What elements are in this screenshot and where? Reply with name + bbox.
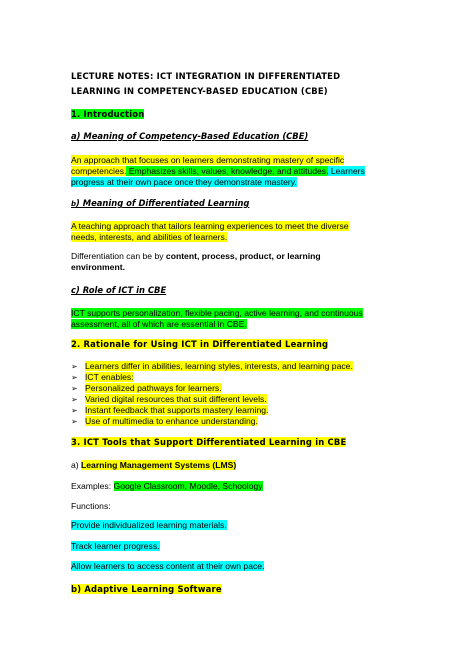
heading-adaptive-software: b) Adaptive Learning Software: [71, 584, 222, 594]
arrow-bullet-icon: ➢: [71, 362, 78, 371]
list-item: [71, 361, 353, 372]
lms-heading: [71, 460, 236, 471]
doc-title-line-1: LECTURE NOTES: ICT INTEGRATION IN DIFFERENTIATED: [71, 71, 341, 81]
list-item: [71, 394, 267, 405]
arrow-bullet-icon: ➢: [71, 395, 78, 404]
arrow-bullet-icon: ➢: [71, 373, 78, 382]
list-item-text: Personalized pathways for learners.: [85, 383, 222, 393]
differentiation-types: content, process, product, or learning: [165, 251, 321, 261]
lms-title: Learning Management Systems (LMS): [81, 460, 237, 470]
lms-prefix: a): [71, 460, 82, 470]
lms-examples: [71, 481, 263, 492]
list-item-text: Instant feedback that supports mastery learning.: [85, 405, 269, 415]
arrow-bullet-icon: ➢: [71, 406, 78, 415]
diff-definition-line-1: A teaching approach that tailors learning experiences to meet the diverse: [71, 221, 349, 231]
arrow-bullet-icon: ➢: [71, 417, 78, 426]
list-item-text: ICT enables:: [85, 372, 134, 382]
heading-ict-tools: 3. ICT Tools that Support Differentiated Learning in CBE: [71, 437, 347, 447]
function-item: Track learner progress.: [71, 541, 160, 551]
list-item-text: Use of multimedia to enhance understanding.: [85, 416, 258, 426]
cbe-definition-line-1: An approach that focuses on learners demonstrating mastery of specific: [71, 155, 345, 165]
cbe-definition-line-2b: Emphasizes skills, values, knowledge, and attitudes.: [126, 166, 329, 176]
role-ict-line-2: assessment, all of which are essential in CBE.: [71, 319, 247, 329]
list-item: [71, 372, 134, 383]
diff-definition-line-2: needs, interests, and abilities of learners.: [71, 232, 228, 242]
heading-meaning-differentiated: [71, 198, 249, 210]
list-item: [71, 383, 222, 394]
heading-letter: b: [71, 200, 77, 208]
examples-label: Examples:: [71, 481, 114, 491]
cbe-definition-line-3: progress at their own pace once they demonstrate mastery.: [71, 177, 297, 187]
list-item-text: Varied digital resources that suit different levels.: [85, 394, 267, 404]
arrow-bullet-icon: ➢: [71, 384, 78, 393]
role-ict-line-1: ICT supports personalization, flexible pacing, active learning, and continuous: [71, 308, 363, 318]
list-item-text: Learners differ in abilities, learning styles, interests, and learning pace.: [85, 361, 353, 371]
function-item: Provide individualized learning materials.: [71, 520, 227, 530]
cbe-definition-line-2a: competencies.: [71, 166, 127, 176]
cbe-definition-line-2c: Learners: [328, 166, 365, 176]
heading-text: ) Meaning of Differentiated Learning: [76, 198, 250, 208]
doc-title-line-2: LEARNING IN COMPETENCY-BASED EDUCATION (CBE): [71, 86, 328, 96]
function-item: Allow learners to access content at their own pace.: [71, 561, 265, 571]
heading-rationale: 2. Rationale for Using ICT in Differentiated Learning: [71, 339, 329, 349]
functions-label: Functions:: [71, 501, 111, 511]
list-item: [71, 416, 258, 427]
heading-role-ict: c) Role of ICT in CBE: [71, 285, 167, 295]
list-item: [71, 405, 268, 416]
heading-meaning-cbe: a) Meaning of Competency-Based Education (CBE): [71, 131, 309, 141]
heading-introduction: 1. Introduction: [71, 109, 145, 119]
examples-list: Google Classroom, Moodle, Schoology: [113, 481, 263, 491]
differentiation-prefix: Differentiation can be by: [71, 251, 166, 261]
differentiation-line-1: [71, 251, 321, 262]
differentiation-line-2: environment.: [71, 262, 125, 272]
